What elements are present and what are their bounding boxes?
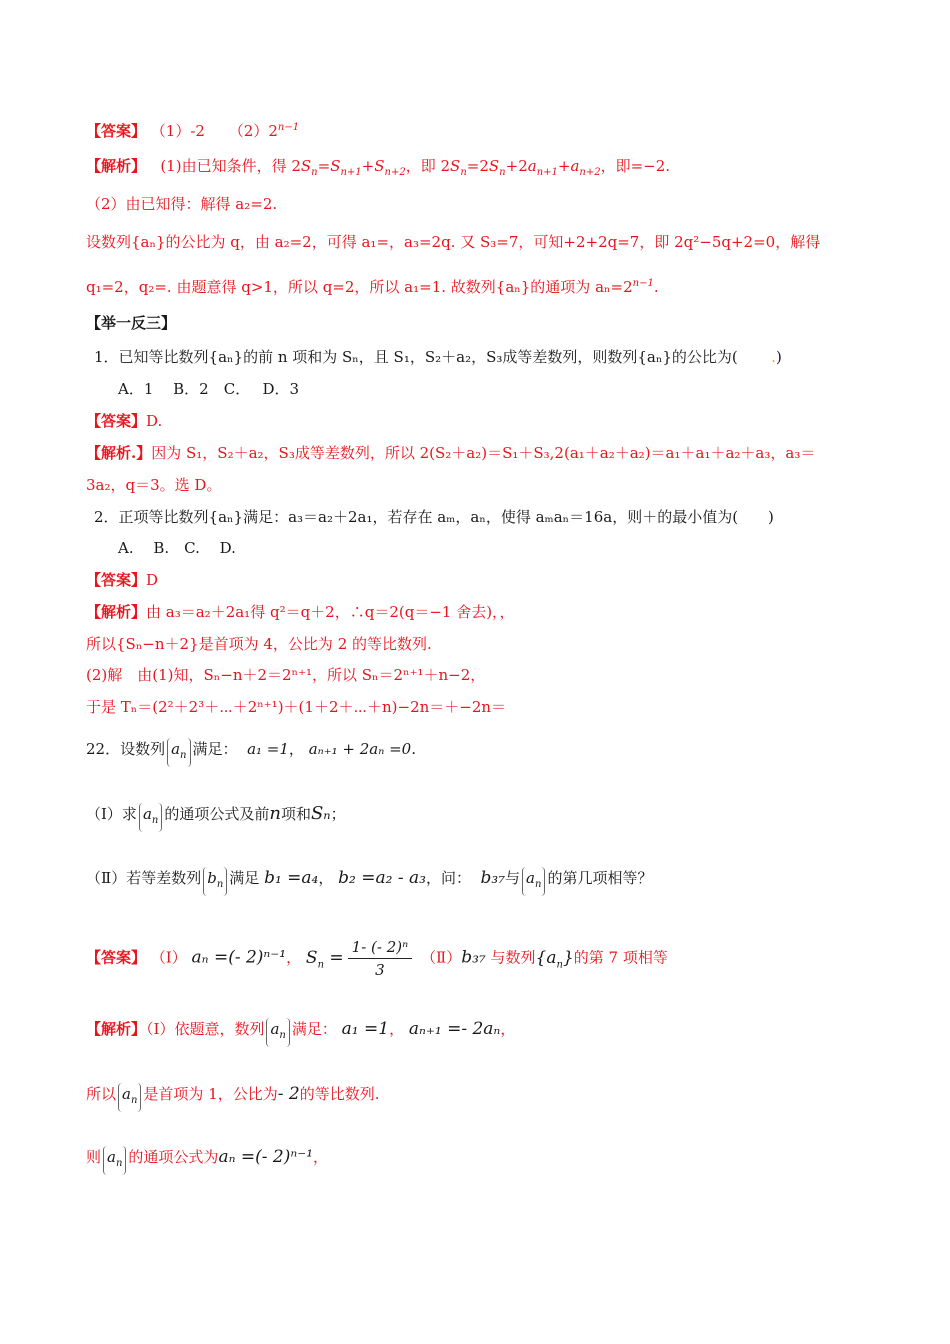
- seq-a-brace: $a_n$: [167, 738, 190, 767]
- q2-analysis-line2: 所以{Sₙ−n＋2}是首项为 4，公比为 2 的等比数列.: [86, 635, 432, 653]
- q22-analysis-b: 满足：: [291, 1020, 337, 1038]
- q22-part1-end: ；: [330, 805, 346, 823]
- q22-part2-c: b₁ =a₄: [264, 868, 319, 888]
- q22-answer-frac-num: 1- (- 2)ⁿ: [348, 936, 413, 959]
- q22-answer-i: （Ⅰ）: [150, 948, 187, 967]
- answer-line-1: [86, 117, 299, 142]
- analysis1-text-b: =: [317, 157, 331, 175]
- answer-part1: （1）-2: [150, 122, 205, 140]
- q22-analysis-line2: [86, 1083, 379, 1112]
- q22-intro-text: 22．设数列: [86, 740, 166, 758]
- q22-part1-c: 项和: [280, 805, 311, 823]
- q1-answer-label: 【答案】: [86, 412, 147, 430]
- q22-answer: 【答案】 （Ⅰ） aₙ =(- 2)ⁿ⁻¹， $S_n$ = $\frac{\text{1- (- 2)ⁿ}}{3}$ （Ⅱ）b₃₇ 与数列$\{a_n\}$的第 7 项相等: [86, 938, 668, 979]
- analysis1-line4-exp: n−1: [632, 278, 654, 289]
- q2-answer-label: 【答案】: [86, 571, 147, 589]
- q22-answer-ii-text: 与数列: [490, 948, 536, 967]
- analysis1-text-c: +: [361, 157, 375, 175]
- q22-part1-b: 的通项公式及前: [164, 805, 270, 823]
- analysis1-line4: [86, 273, 659, 298]
- analysis1-line4-text: q₁=2，q₂=. 由题意得 q>1，所以 q=2，所以 a₁=1. 故数列{aₙ}的通项为 aₙ=2: [86, 278, 633, 296]
- q22-line2-d: 的等比数列.: [299, 1085, 380, 1103]
- q22-line2-c: - 2: [277, 1084, 300, 1104]
- analysis1-line4-end: .: [653, 278, 659, 296]
- seq-a-brace-5: $a_n$: [118, 1083, 141, 1112]
- analysis1-text-f: +2: [505, 157, 528, 175]
- q22-answer-b37: b₃₇: [461, 947, 486, 968]
- answer-part2-exp: n−1: [277, 122, 300, 133]
- q1-close: ): [775, 348, 782, 366]
- section-heading: 【举一反三】: [86, 314, 177, 332]
- q1-dot: .: [771, 348, 776, 366]
- q22-answer-frac: [348, 936, 413, 981]
- q22-answer-ii-end: 的第 7 项相等: [573, 948, 668, 967]
- q2-options: A. B. C. D.: [118, 539, 236, 557]
- q1-analysis-line2: 3a₂，q＝3。选 D。: [86, 476, 222, 494]
- analysis1-text-d: ，即 2: [405, 157, 451, 175]
- seq-a-brace-6: $a_n$: [103, 1146, 126, 1175]
- q22-cond1: a₁ =1: [247, 740, 289, 758]
- q22-analysis-line1: 【解析】（Ⅰ）依题意，数列 $a_n$ 满足： a₁ =1， aₙ₊₁ =- 2aₙ，: [86, 1018, 515, 1047]
- q22-line3-end: ，: [313, 1148, 329, 1166]
- q22-cond2: aₙ₊₁ + 2aₙ =0: [308, 740, 412, 758]
- q2-analysis-line4: 于是 Tₙ＝(2²＋2³＋⋯＋2ⁿ⁺¹)＋(1＋2＋⋯＋n)−2n＝＋−2n＝: [86, 698, 507, 716]
- q1-analysis-label: 【解析.】: [86, 444, 152, 462]
- answer-label: 【答案】: [86, 122, 147, 140]
- q2-analysis-line1: [86, 601, 515, 623]
- analysis-label: 【解析】: [86, 157, 147, 175]
- q22-part2-d: b₂ =a₂ - a₃: [338, 868, 426, 888]
- q1-options: A．1 B．2 C． D．3: [118, 380, 300, 398]
- seq-b-brace: $b_n$: [203, 867, 227, 896]
- q22-part2-a: （Ⅱ）若等差数列: [86, 869, 202, 887]
- q22-line2-a: 所以: [86, 1085, 117, 1103]
- seq-a-brace-2: $a_n$: [139, 803, 162, 832]
- q1-text-body: 1．已知等比数列{aₙ}的前 n 项和为 Sₙ，且 S₁，S₂＋a₂，S₃成等差数列，则数列{aₙ}的公比为(: [94, 348, 738, 366]
- q22-part2-g: 与: [505, 869, 521, 887]
- q22-line2-b: 是首项为 1，公比为: [143, 1085, 278, 1103]
- seq-a-brace-4: $a_n$: [266, 1018, 289, 1047]
- q22-answer-seq: $\{a_n\}$: [535, 947, 574, 970]
- q22-satisfy: 满足：: [192, 740, 238, 758]
- q22-answer-frac-den: 3: [375, 961, 385, 979]
- q2-analysis-text: 由 a₃＝a₂＋2a₁得 q²＝q＋2，∴q＝2(q＝−1 舍去)，，: [146, 603, 515, 621]
- q2-analysis-line3: (2)解 由(1)知，Sₙ−n＋2＝2ⁿ⁺¹，所以 Sₙ＝2ⁿ⁺¹＋n−2，: [86, 666, 486, 684]
- q22-part2-b: 满足: [229, 869, 260, 887]
- q22-answer-label: 【答案】: [86, 948, 147, 967]
- q22-answer-ii: （Ⅱ）: [421, 948, 462, 967]
- q22-answer-sn: $S_n$ =: [305, 947, 344, 970]
- q22-line3-c: aₙ =(- 2)ⁿ⁻¹: [218, 1147, 314, 1167]
- q22-line3-b: 的通项公式为: [128, 1148, 219, 1166]
- q2-answer-value: D: [146, 571, 159, 589]
- q22-part2-h: 的第几项相等？: [547, 869, 653, 887]
- answer-part2: （2）2: [228, 122, 278, 140]
- q22-part1-a: （Ⅰ）求: [86, 805, 137, 823]
- analysis1-line3: 设数列{aₙ}的公比为 q，由 a₂=2，可得 a₁=，a₃=2q. 又 S₃=7，可知+2+2q=7，即 2q²−5q+2=0，解得: [86, 233, 821, 251]
- seq-a-brace-3: $a_n$: [522, 867, 545, 896]
- q22-part2: （Ⅱ）若等差数列 $b_n$ 满足 b₁ =a₄， b₂ =a₂ - a₃，问： b₃₇与 $a_n$ 的第几项相等？: [86, 867, 652, 896]
- q22-analysis-line3: [86, 1146, 328, 1175]
- q22-analysis-label: 【解析】: [86, 1020, 147, 1038]
- q2-text: 2．正项等比数列{aₙ}满足：a₃＝a₂＋2a₁，若存在 aₘ，aₙ，使得 aₘaₙ＝16a，则＋的最小值为( ): [94, 508, 774, 526]
- analysis1-text-g: +: [557, 157, 571, 175]
- q1-answer: [86, 410, 162, 432]
- q22-answer-an: aₙ =(- 2)ⁿ⁻¹: [191, 947, 287, 968]
- q1-answer-value: D.: [146, 412, 163, 430]
- q22-part2-f: b₃₇: [480, 868, 506, 888]
- q22-analysis-d: aₙ₊₁ =- 2aₙ: [408, 1019, 501, 1039]
- q2-answer: [86, 569, 158, 591]
- q1-text: [94, 346, 782, 368]
- q22-part1-n: n: [269, 803, 281, 824]
- analysis1-text-e: =2: [466, 157, 489, 175]
- q22-part1: [86, 803, 346, 832]
- q1-analysis-line1: [86, 442, 815, 464]
- q22-intro: 22．设数列 $a_n$ 满足： a₁ =1， aₙ₊₁ + 2aₙ =0.: [86, 738, 416, 767]
- q22-part1-s: Sₙ: [310, 803, 331, 824]
- analysis1-line2: （2）由已知得：解得 a₂=2.: [86, 195, 278, 213]
- q22-analysis-a: （Ⅰ）依题意，数列: [146, 1020, 265, 1038]
- q1-analysis-text: 因为 S₁，S₂＋a₂，S₃成等差数列，所以 2(S₂＋a₂)＝S₁＋S₃,2(a₁＋a₂＋a₂)＝a₁＋a₁＋a₂＋a₃，a₃＝: [151, 444, 816, 462]
- analysis1-line1: 【解析】 (1)由已知条件，得 $2S_n=S_{n+1}+S_{n+2}$，即 $2S_n=2S_n+2a_{n+1}+a_{n+2}$，即=−2.: [86, 157, 671, 178]
- q22-part2-e: ，问：: [425, 869, 471, 887]
- analysis1-text-a: (1)由已知条件，得 2: [160, 157, 301, 175]
- q2-analysis-label: 【解析】: [86, 603, 147, 621]
- q22-line3-a: 则: [86, 1148, 102, 1166]
- analysis1-text-h: ，即=−2.: [600, 157, 671, 175]
- q22-analysis-c: a₁ =1: [341, 1019, 390, 1039]
